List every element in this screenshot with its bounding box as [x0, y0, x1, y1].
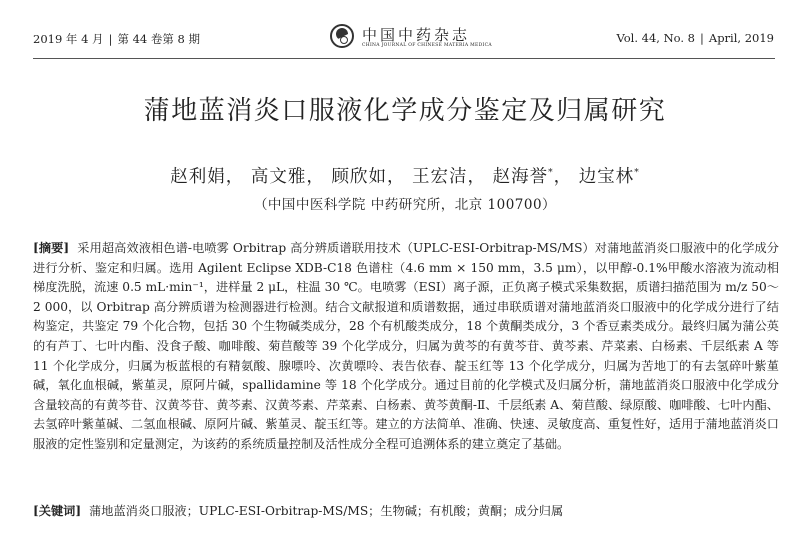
corresponding-mark: * — [548, 168, 554, 179]
separator: | — [108, 32, 113, 46]
article-title: 蒲地蓝消炎口服液化学成分鉴定及归属研究 — [143, 96, 667, 126]
journal-name-en: CHINA JOURNAL OF CHINESE MATERIA MEDICA — [362, 43, 492, 48]
author-name: 赵海誉 — [492, 167, 549, 187]
author-name: 顾欣如 — [331, 167, 387, 187]
journal-masthead — [330, 24, 490, 54]
volume-en: Vol. 44, No. 8 — [616, 31, 696, 45]
issue-info-right — [616, 31, 774, 45]
issue-info-left — [33, 31, 200, 47]
page-header — [0, 0, 810, 60]
affiliation: （中国中医科学院 中药研究所，北京 100700） — [253, 197, 557, 213]
keywords — [33, 502, 779, 519]
author-name: 高文雅 — [250, 167, 307, 187]
author-list: 赵利娟， 高文雅， 顾欣如， 王宏洁， 赵海誉*， 边宝林* — [170, 167, 640, 187]
issue-date: 2019 年 4 月 — [33, 32, 104, 46]
author-name: 赵利娟 — [170, 167, 226, 187]
journal-logo-icon — [330, 24, 354, 48]
abstract-text: 采用超高效液相色谱-电喷雾 Orbitrap 高分辨质谱联用技术（UPLC-ESI-Orbitrap-MS/MS）对蒲地蓝消炎口服液中的化学成分进行分析、鉴定和归属。选用 Agilent Eclipse XDB-C18 色谱柱（4.6 mm × 150 mm，3.5 μm），以甲醇-0.1%甲酸水溶液为流动相梯度洗脱，流速 0.5 mL·min⁻¹，进样量 2 μL，柱温 30 ℃。电喷雾（ESI）离子源，正负离子模式采集数据，质谱扫描范围为 m/z 50～2 000，以 Orbitrap 高分辨质谱为检测器进行检测。结合文献报道和质谱数据，通过串联质谱对蒲地蓝消炎口服液中的化学成分进行了结构鉴定，共鉴定 79 个化合物，包括 30 个生物碱类成分，28 个有机酸类成分，18 个黄酮类成分，3 个香豆素类成分。最终归属为蒲公英的有芦丁、七叶内酯、没食子酸、咖啡酸、菊苣酸等 39 个化学成分，归属为黄芩的有黄芩苷、黄芩素、芹菜素、白杨素、千层纸素 A 等 11 个化学成分，归属为板蓝根的有精氨酸、腺嘌呤、次黄嘌呤、表告依春、靛玉红等 13 个化学成分，归属为苦地丁的有去氢碎叶紫堇碱，氧化血根碱，紫堇灵，原阿片碱，spallidamine 等 18 个化学成分。通过目前的化学模式及归属分析，蒲地蓝消炎口服液中化学成分含量较高的有黄芩苷、汉黄芩苷、黄芩素、汉黄芩素、芹菜素、白杨素、黄芩黄酮-Ⅱ、千层纸素 A、菊苣酸、绿原酸、咖啡酸、七叶内酯、去氢碎叶紫堇碱、二氢血根碱、原阿片碱、紫堇灵、靛玉红等。建立的方法简单、准确、快速、灵敏度高、重复性好，适用于蒲地蓝消炎口服液的定性鉴别和定量测定，为该药的系统质量控制及活性成分全程可追溯体系的建立奠定了基础。 — [33, 241, 779, 451]
author-name: 边宝林 — [578, 167, 635, 187]
abstract — [33, 239, 779, 455]
journal-name-cn: 中国中药杂志 — [362, 26, 471, 44]
volume-number: 第 44 卷第 8 期 — [117, 32, 201, 46]
date-en: April, 2019 — [708, 31, 774, 45]
abstract-label: [摘要] — [33, 241, 70, 255]
header-rule — [33, 58, 775, 59]
corresponding-mark: * — [634, 168, 640, 179]
keywords-text: 蒲地蓝消炎口服液；UPLC-ESI-Orbitrap-MS/MS；生物碱；有机酸；黄酮；成分归属 — [89, 504, 564, 518]
keywords-label: [关键词] — [33, 504, 82, 518]
author-name: 王宏洁 — [412, 167, 468, 187]
separator: | — [700, 31, 704, 45]
